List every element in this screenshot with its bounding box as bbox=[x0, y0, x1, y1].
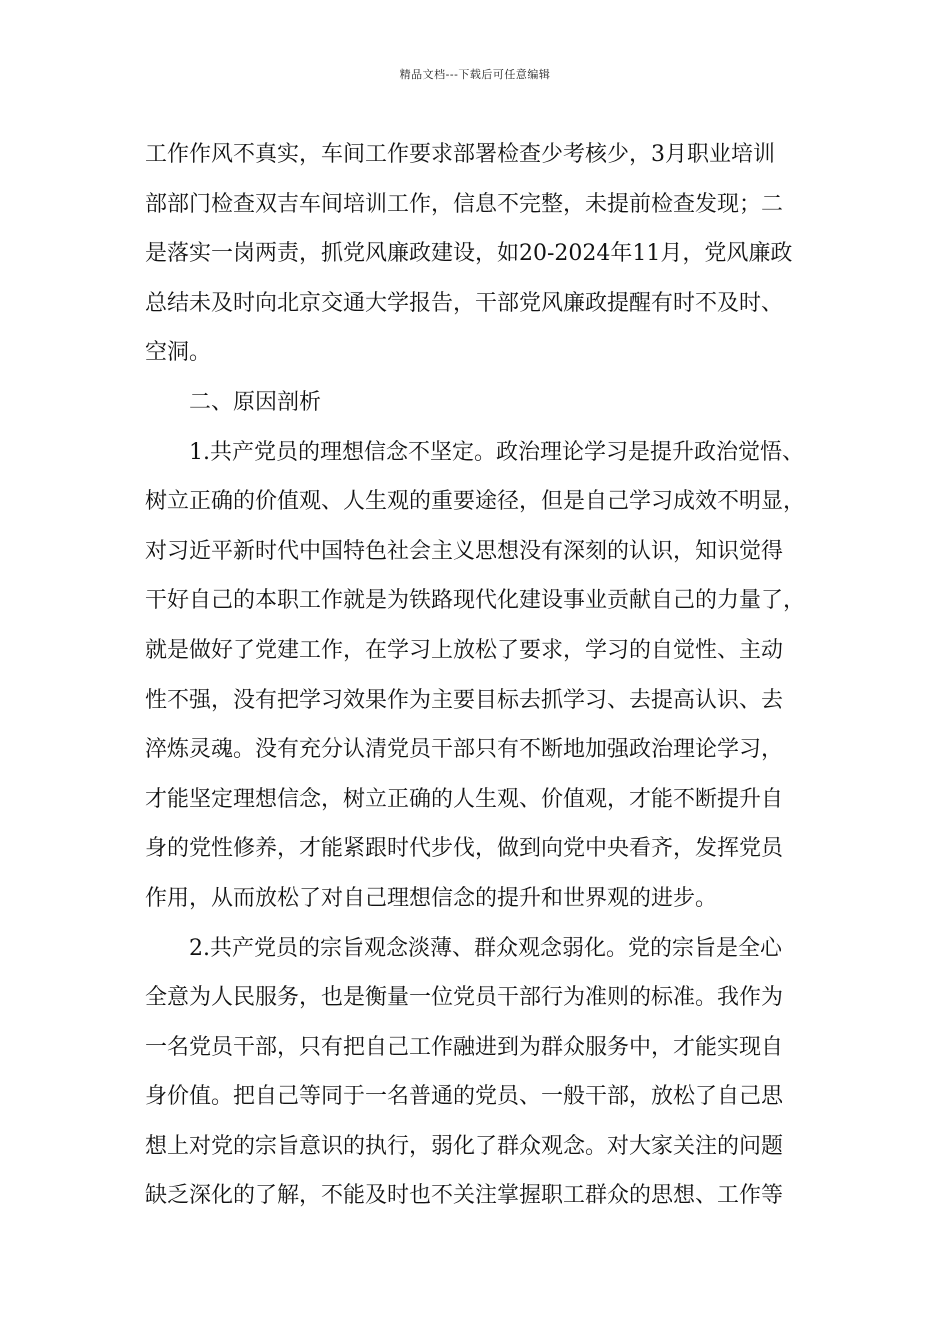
text-line: 部部门检查双吉车间培训工作，信息不完整，未提前检查发现；二 bbox=[145, 191, 784, 217]
text-line: 是落实一岗两责，抓党风廉政建设，如20-2024年11月，党风廉政 bbox=[145, 241, 793, 267]
page-header: 精品文档---下载后可任意编辑 bbox=[399, 68, 551, 81]
paragraph-2-first-line: 2.共产党员的宗旨观念淡薄、群众观念弱化。党的宗旨是全心 bbox=[189, 935, 782, 961]
text-line: 工作作风不真实，车间工作要求部署检查少考核少，3月职业培训 bbox=[145, 142, 775, 167]
text-line: 总结未及时向北京交通大学报告，干部党风廉政提醒有时不及时、 bbox=[145, 290, 784, 316]
text-line: 缺乏深化的了解，不能及时也不关注掌握职工群众的思想、工作等 bbox=[145, 1183, 784, 1209]
text-line: 对习近平新时代中国特色社会主义思想没有深刻的认识，知识觉得 bbox=[145, 538, 784, 564]
section-heading: 二、原因剖析 bbox=[189, 389, 322, 415]
text-line: 淬炼灵魂。没有充分认清党员干部只有不断地加强政治理论学习， bbox=[145, 737, 784, 763]
paragraph-1-first-line: 1.共产党员的理想信念不坚定。政治理论学习是提升政治觉悟、 bbox=[189, 439, 804, 465]
text-line: 空洞。 bbox=[145, 340, 212, 366]
text-line: 干好自己的本职工作就是为铁路现代化建设事业贡献自己的力量了， bbox=[145, 588, 806, 614]
text-line: 一名党员干部，只有把自己工作融进到为群众服务中，才能实现自 bbox=[145, 1034, 784, 1060]
text-line: 树立正确的价值观、人生观的重要途径，但是自己学习成效不明显， bbox=[145, 489, 806, 515]
text-line: 性不强，没有把学习效果作为主要目标去抓学习、去提高认识、去 bbox=[145, 687, 784, 713]
text-line: 就是做好了党建工作，在学习上放松了要求，学习的自觉性、主动 bbox=[145, 637, 784, 663]
text-line: 全意为人民服务，也是衡量一位党员干部行为准则的标准。我作为 bbox=[145, 985, 784, 1011]
text-line: 才能坚定理想信念，树立正确的人生观、价值观，才能不断提升自 bbox=[145, 786, 784, 812]
text-line: 身价值。把自己等同于一名普通的党员、一般干部，放松了自己思 bbox=[145, 1084, 784, 1110]
document-body bbox=[145, 130, 807, 1221]
text-line: 作用，从而放松了对自己理想信念的提升和世界观的进步。 bbox=[145, 885, 718, 911]
text-line: 身的党性修养，才能紧跟时代步伐，做到向党中央看齐，发挥党员 bbox=[145, 836, 784, 862]
text-line: 想上对党的宗旨意识的执行，弱化了群众观念。对大家关注的问题 bbox=[145, 1133, 784, 1159]
